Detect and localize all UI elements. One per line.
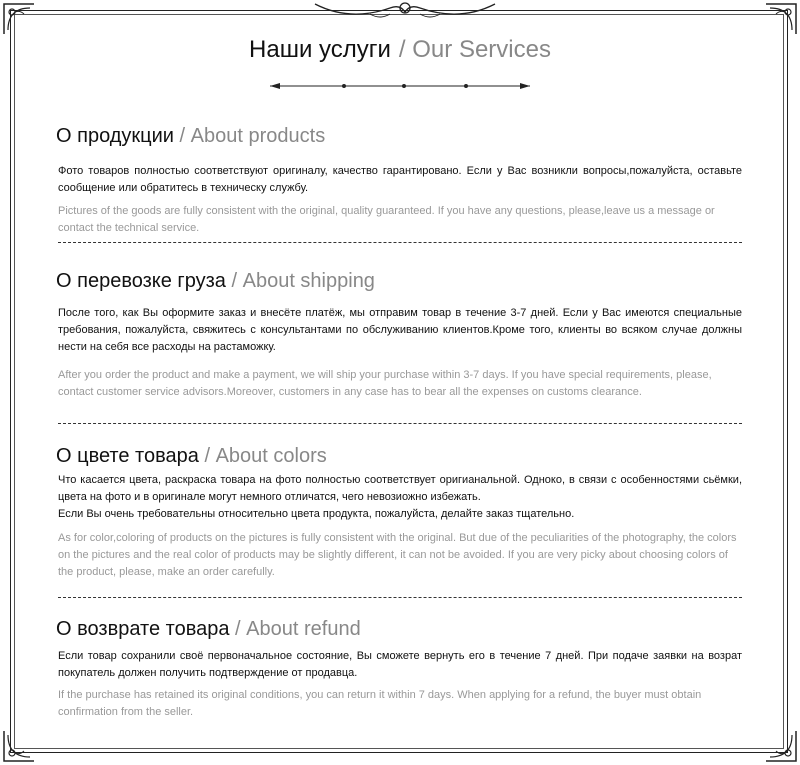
section-title-shipping (56, 270, 375, 293)
corner-ornament-icon (2, 729, 36, 763)
section-divider (58, 597, 742, 598)
section-title-en: About shipping (242, 270, 375, 292)
section-title-separator: / (231, 270, 238, 292)
corner-ornament-icon (2, 2, 36, 36)
section-title-en: About refund (246, 618, 361, 640)
section-title-separator: / (235, 618, 241, 640)
corner-ornament-icon (764, 729, 798, 763)
section-title-colors (56, 445, 327, 468)
section-title-refund (56, 618, 361, 641)
section-divider (58, 242, 742, 243)
page-title-separator: / (398, 36, 406, 63)
section-text-en: If the purchase has retained its original conditions, you can return it within 7 days. When applying for a refund, the buyer must obtain confirmation from the seller. (58, 689, 702, 718)
section-title-en: About products (190, 125, 326, 147)
page-title-en: Our Services (412, 36, 551, 63)
title-divider-icon (268, 80, 532, 92)
section-divider (58, 423, 742, 424)
page-title (0, 36, 800, 64)
section-text-ru: После того, как Вы оформите заказ и внесёте платёж, мы отправим товар в течение 3-7 дней. Если у Вас имеются специальные требования, пожалуйста, свяжитесь с консультантами по обслуживанию клиентов.Кроме того, клиенты во всяком случае должны нести на себя все расходы на растаможку. (58, 307, 742, 353)
section-text-ru: Что касается цвета, раскраска товара на фото полностью соответствует оригианальной. Одноко, в связи с особенностями сьёмки, цвета на фото и в оригинале могут немного отличатся, чего невозиожно избежать. Если Вы очень требовательны относительно цвета продукта, пожалуйста, делайте заказ тщательно. (58, 474, 742, 520)
top-flourish-icon (310, 0, 500, 24)
section-title-ru: О возврате товара (56, 618, 230, 640)
section-title-en: About colors (215, 445, 327, 467)
section-text-ru: Фото товаров полностью соответствуют оригиналу, качество гарантировано. Если у Вас возникли вопросы,пожалуйста, оставьте сообщение или обратитесь в техническу службу. (58, 165, 742, 194)
page-title-ru: Наши услуги (249, 36, 391, 63)
section-title-ru: О продукции (56, 125, 174, 147)
section-text-en: After you order the product and make a payment, we will ship your purchase within 3-7 days. If you have special requirements, please, contact customer service advisors.Moreover, customers in any case has to bear all the expenses on customs clearance. (58, 369, 712, 398)
section-text-ru: Если товар сохранили своё первоначальное состояние, Вы сможете вернуть его в течение 7 дней. При подаче заявки на возрат покупатель должен получить подтверждение от продавца. (58, 650, 742, 679)
section-title-separator: / (204, 445, 210, 467)
section-title-separator: / (179, 125, 186, 147)
section-text-en: As for color,coloring of products on the pictures is fully consistent with the original. But due of the peculiarities of the photography, the colors on the pictures and the real color of products may be slightly different, it can not be avoided. If you are very picky about choosing colors of the product, please, make an order carefully. (58, 532, 737, 578)
corner-ornament-icon (764, 2, 798, 36)
section-title-products (56, 125, 325, 148)
section-text-en: Pictures of the goods are fully consistent with the original, quality guaranteed. If you have any questions, please,leave us a message or contact the technical service. (58, 205, 715, 234)
section-title-ru: О перевозке груза (56, 270, 226, 292)
section-title-ru: О цвете товара (56, 445, 199, 467)
